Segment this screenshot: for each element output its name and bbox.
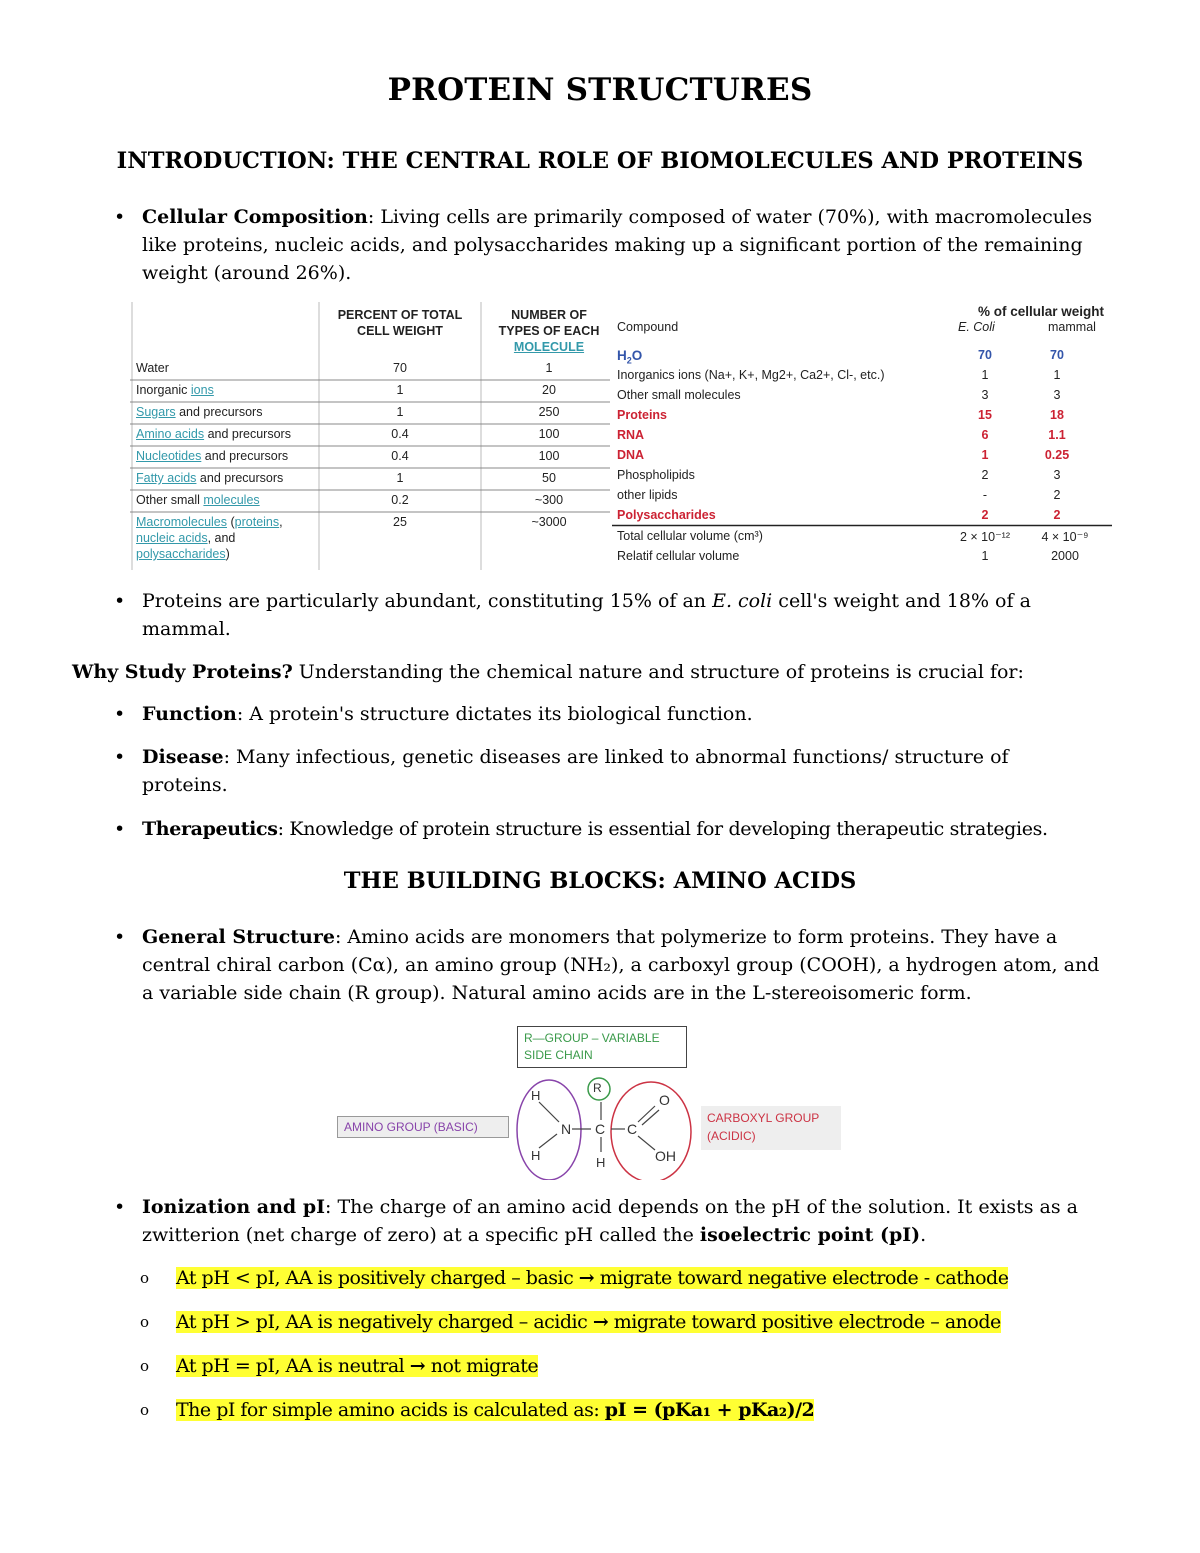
therapeutics-item: Therapeutics: Knowledge of protein structure is essential for developing therapeutic strategies. xyxy=(142,818,1048,840)
cell-weight-row-label: Other small molecules xyxy=(136,493,260,507)
cell-weight-row-label: Water xyxy=(136,361,169,375)
header-number-types: NUMBER OF TYPES OF EACH MOLECULE xyxy=(484,307,614,355)
cell-weight-row-label: Nucleotides and precursors xyxy=(136,449,289,463)
cell-weight-percent: 0.4 xyxy=(391,449,409,463)
mammal-percent: 3 xyxy=(1053,388,1061,402)
r-group-label: R—GROUP – VARIABLE SIDE CHAIN xyxy=(517,1026,687,1068)
alpha-carbon: C xyxy=(595,1121,606,1137)
mammal-percent: 3 xyxy=(1053,468,1061,482)
table-divider xyxy=(612,524,1112,528)
ph-below-pi-item: At pH < pI, AA is positively charged – basic → migrate toward negative electrode - cathode xyxy=(176,1267,1009,1289)
cellular-composition-line3: weight (around 26%). xyxy=(142,262,352,284)
proteins-abundant-line2: mammal. xyxy=(142,618,231,640)
ecoli-percent: 1 xyxy=(981,448,989,462)
sub-bullet-marker: o xyxy=(140,1269,150,1287)
mammal-percent: 2 xyxy=(1053,508,1061,522)
general-structure-line2: central chiral carbon (Cα), an amino group (NH₂), a carboxyl group (COOH), a hydrogen atom, and xyxy=(142,954,1100,976)
cell-weight-row-label: Sugars and precursors xyxy=(136,405,263,419)
proteins-link[interactable]: proteins xyxy=(234,515,280,529)
ecoli-percent: 2 xyxy=(981,468,989,482)
compound-name: Inorganics ions (Na+, K+, Mg2+, Ca2+, Cl-, etc.) xyxy=(617,368,885,382)
molecule-type-link[interactable]: Amino acids xyxy=(136,427,205,441)
molecule-type-count: 250 xyxy=(538,405,560,419)
page-title: PROTEIN STRUCTURES xyxy=(387,72,813,108)
cell-weight-row-label: Amino acids and precursors xyxy=(136,427,291,441)
pi-formula-item: The pI for simple amino acids is calculated as: pI = (pKa₁ + pKa₂)/2 xyxy=(176,1399,815,1421)
molecule-type-link[interactable]: ions xyxy=(190,383,214,397)
ecoli-percent: 70 xyxy=(978,348,992,362)
bullet-marker: • xyxy=(114,746,126,768)
section-heading-amino-acids: THE BUILDING BLOCKS: AMINO ACIDS xyxy=(343,868,857,894)
molecule-type-count: 1 xyxy=(545,361,553,375)
mammal-percent: 0.25 xyxy=(1044,448,1070,462)
proteins-abundant-line1: Proteins are particularly abundant, constituting 15% of an E. coli cell's weight and 18% of a xyxy=(142,590,1031,612)
macromolecules-link[interactable]: Macromolecules xyxy=(136,515,228,529)
ecoli-percent: 3 xyxy=(981,388,989,402)
mammal-header: mammal xyxy=(1048,320,1096,334)
ecoli-percent: 6 xyxy=(981,428,989,442)
cell-weight-percent: 1 xyxy=(396,383,404,397)
bullet-marker: • xyxy=(114,590,126,612)
hydrogen-atom: H xyxy=(531,1088,541,1103)
oxygen-atom: O xyxy=(659,1092,670,1108)
molecule-type-count: 20 xyxy=(542,383,556,397)
ecoli-header: E. Coli xyxy=(958,320,995,334)
molecule-link[interactable]: MOLECULE xyxy=(513,340,585,354)
macromolecules-number: ~3000 xyxy=(531,515,567,529)
compound-header: Compound xyxy=(617,320,679,334)
disease-item-line1: Disease: Many infectious, genetic diseases are linked to abnormal functions/ structure of xyxy=(142,746,1009,768)
molecule-type-link[interactable]: molecules xyxy=(203,493,260,507)
ecoli-percent: - xyxy=(982,488,988,502)
volume-label: Total cellular volume (cm³) xyxy=(617,529,763,543)
volume-mammal: 4 × 10⁻⁹ xyxy=(1041,530,1089,544)
ph-above-pi-item: At pH > pI, AA is negatively charged – acidic → migrate toward positive electrode – anode xyxy=(176,1311,1001,1333)
ecoli-percent: 15 xyxy=(978,408,992,422)
cell-weight-percent: 0.2 xyxy=(391,493,409,507)
sub-bullet-marker: o xyxy=(140,1357,150,1375)
carboxyl-carbon: C xyxy=(627,1121,638,1137)
ph-equal-pi-item: At pH = pI, AA is neutral → not migrate xyxy=(176,1355,539,1377)
header-percent-total: PERCENT OF TOTAL CELL WEIGHT xyxy=(337,308,463,338)
general-structure-line3: a variable side chain (R group). Natural amino acids are in the L-stereoisomeric form. xyxy=(142,982,972,1004)
mammal-percent: 2 xyxy=(1053,488,1061,502)
compound-name: other lipids xyxy=(617,488,678,502)
ionization-line2: zwitterion (net charge of zero) at a specific pH called the isoelectric point (pI). xyxy=(142,1224,927,1246)
mammal-percent: 18 xyxy=(1050,408,1064,422)
compound-name: Phospholipids xyxy=(617,468,695,482)
compound-name: DNA xyxy=(617,448,645,462)
cellular-composition-line2: like proteins, nucleic acids, and polysaccharides making up a significant portion of the remaining xyxy=(142,234,1083,256)
nitrogen-atom: N xyxy=(561,1121,572,1137)
molecule-type-count: 100 xyxy=(538,449,560,463)
macromolecules-label: Macromolecules (proteins, nucleic acids, and polysaccharides) xyxy=(136,515,283,561)
molecule-type-link[interactable]: Fatty acids xyxy=(136,471,197,485)
compound-name: Polysaccharides xyxy=(617,508,716,522)
cell-weight-percent: 1 xyxy=(396,405,404,419)
compound-name: RNA xyxy=(617,428,645,442)
hydroxyl-group: OH xyxy=(655,1148,676,1164)
bullet-marker: • xyxy=(114,1196,126,1218)
nucleic-acids-link[interactable]: nucleic acids xyxy=(136,531,208,545)
molecule-type-link[interactable]: Nucleotides xyxy=(136,449,202,463)
volume-ecoli: 2 × 10⁻¹² xyxy=(959,530,1011,544)
relative-volume-mammal: 2000 xyxy=(1051,549,1079,563)
cell-weight-row-label: Inorganic ions xyxy=(136,383,214,397)
sub-bullet-marker: o xyxy=(140,1313,150,1331)
compound-name: $H_2O$ xyxy=(617,348,643,366)
why-study-proteins: Why Study Proteins? Understanding the chemical nature and structure of proteins is crucial for: xyxy=(72,661,1024,683)
disease-item-line2: proteins. xyxy=(142,774,228,796)
macromolecules-percent: 25 xyxy=(393,515,407,529)
mammal-percent: 1 xyxy=(1053,368,1061,382)
mammal-percent: 1.1 xyxy=(1048,428,1066,442)
molecule-type-count: 50 xyxy=(542,471,556,485)
ionization-line1: Ionization and pI: The charge of an amino acid depends on the pH of the solution. It exists as a xyxy=(142,1196,1078,1218)
carboxyl-group-label: CARBOXYL GROUP (ACIDIC) xyxy=(701,1106,841,1150)
general-structure-line1: General Structure: Amino acids are monomers that polymerize to form proteins. They have a xyxy=(142,926,1058,948)
bullet-marker: • xyxy=(114,818,126,840)
function-item: Function: A protein's structure dictates its biological function. xyxy=(142,703,753,725)
molecule-type-count: 100 xyxy=(538,427,560,441)
hydrogen-atom: H xyxy=(531,1148,541,1163)
hydrogen-atom: H xyxy=(596,1155,606,1170)
compound-name: Proteins xyxy=(617,408,668,422)
relative-volume-label: Relatif cellular volume xyxy=(617,549,740,563)
sub-bullet-marker: o xyxy=(140,1401,150,1419)
polysaccharides-link[interactable]: polysaccharides xyxy=(136,547,226,561)
mammal-percent: 70 xyxy=(1050,348,1064,362)
amino-acid-skeleton xyxy=(335,1024,845,1180)
relative-volume-ecoli: 1 xyxy=(981,549,989,563)
cell-weight-row-label: Fatty acids and precursors xyxy=(136,471,284,485)
bullet-marker: • xyxy=(114,703,126,725)
compound-name: Other small molecules xyxy=(617,388,741,402)
ecoli-percent: 1 xyxy=(981,368,989,382)
bullet-marker: • xyxy=(114,926,126,948)
molecule-type-link[interactable]: Sugars xyxy=(136,405,176,419)
cell-weight-percent: 1 xyxy=(396,471,404,485)
amino-acid-structure-diagram xyxy=(335,1024,845,1180)
molecule-type-count: ~300 xyxy=(534,493,564,507)
cellular-composition-line1: Cellular Composition: Living cells are primarily composed of water (70%), with macromolecules xyxy=(142,206,1093,228)
ecoli-percent: 2 xyxy=(981,508,989,522)
cellular-weight-header: % of cellular weight xyxy=(977,304,1104,319)
bullet-marker: • xyxy=(114,206,126,228)
section-heading-introduction: INTRODUCTION: THE CENTRAL ROLE OF BIOMOLECULES AND PROTEINS xyxy=(116,148,1084,174)
cell-weight-percent: 0.4 xyxy=(391,427,409,441)
amino-group-label: AMINO GROUP (BASIC) xyxy=(337,1116,509,1138)
r-atom: R xyxy=(593,1081,602,1095)
cell-weight-percent: 70 xyxy=(393,361,407,375)
